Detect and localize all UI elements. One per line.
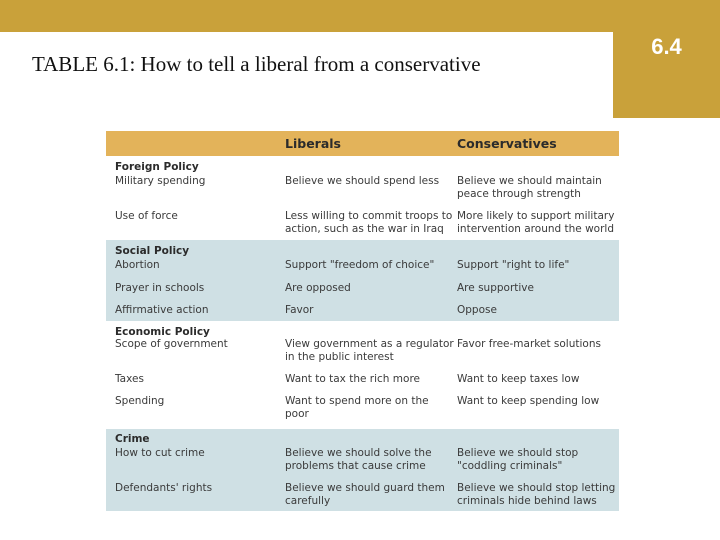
row-conservative: More likely to support military intervention around the world — [457, 210, 615, 235]
header-conservatives: Conservatives — [457, 136, 557, 151]
row-topic: Defendants' rights — [115, 482, 213, 494]
row-topic: How to cut crime — [115, 447, 205, 459]
row-conservative: Want to keep taxes low — [457, 373, 580, 385]
row-liberal: Believe we should solve the problems that cause crime — [285, 447, 432, 472]
table-header-row — [106, 131, 619, 156]
row-liberal: Want to tax the rich more — [285, 373, 421, 385]
row-topic: Affirmative action — [115, 304, 209, 316]
row-topic: Use of force — [115, 210, 178, 222]
section-title: Crime — [115, 433, 150, 445]
row-conservative: Are supportive — [457, 282, 534, 294]
comparison-table — [106, 131, 619, 511]
row-liberal: Favor — [285, 304, 314, 316]
row-liberal: Are opposed — [285, 282, 351, 294]
row-topic: Abortion — [115, 259, 160, 271]
row-topic: Taxes — [115, 373, 144, 385]
section-economic-policy — [106, 321, 619, 429]
row-liberal: Less willing to commit troops to action, such as the war in Iraq — [285, 210, 453, 235]
row-conservative: Believe we should stop "coddling criminals" — [457, 447, 579, 472]
row-conservative: Favor free-market solutions — [457, 338, 601, 350]
section-crime — [106, 429, 619, 511]
row-topic: Prayer in schools — [115, 282, 205, 294]
section-number-badge — [613, 0, 720, 118]
section-title: Foreign Policy — [115, 161, 199, 173]
row-topic: Scope of government — [115, 338, 228, 350]
section-social-policy — [106, 240, 619, 321]
row-liberal: Believe we should guard them carefully — [285, 482, 445, 507]
row-liberal: Want to spend more on the poor — [285, 395, 429, 420]
section-foreign-policy — [106, 156, 619, 240]
header-liberals: Liberals — [285, 136, 341, 151]
row-liberal: Support "freedom of choice" — [285, 259, 435, 271]
row-conservative: Support "right to life" — [457, 259, 570, 271]
section-title: Social Policy — [115, 245, 190, 257]
row-conservative: Believe we should stop letting criminals hide behind laws — [457, 482, 616, 507]
row-conservative: Believe we should maintain peace through strength — [457, 175, 602, 200]
row-liberal: View government as a regulator in the public interest — [285, 338, 454, 363]
row-topic: Military spending — [115, 175, 206, 187]
row-conservative: Want to keep spending low — [457, 395, 600, 407]
top-accent-bar — [0, 0, 720, 32]
row-topic: Spending — [115, 395, 165, 407]
row-liberal: Believe we should spend less — [285, 175, 440, 187]
section-title: Economic Policy — [115, 326, 210, 338]
row-conservative: Oppose — [457, 304, 497, 316]
section-number: 6.4 — [651, 34, 682, 59]
slide-title: TABLE 6.1: How to tell a liberal from a conservative — [32, 52, 481, 76]
